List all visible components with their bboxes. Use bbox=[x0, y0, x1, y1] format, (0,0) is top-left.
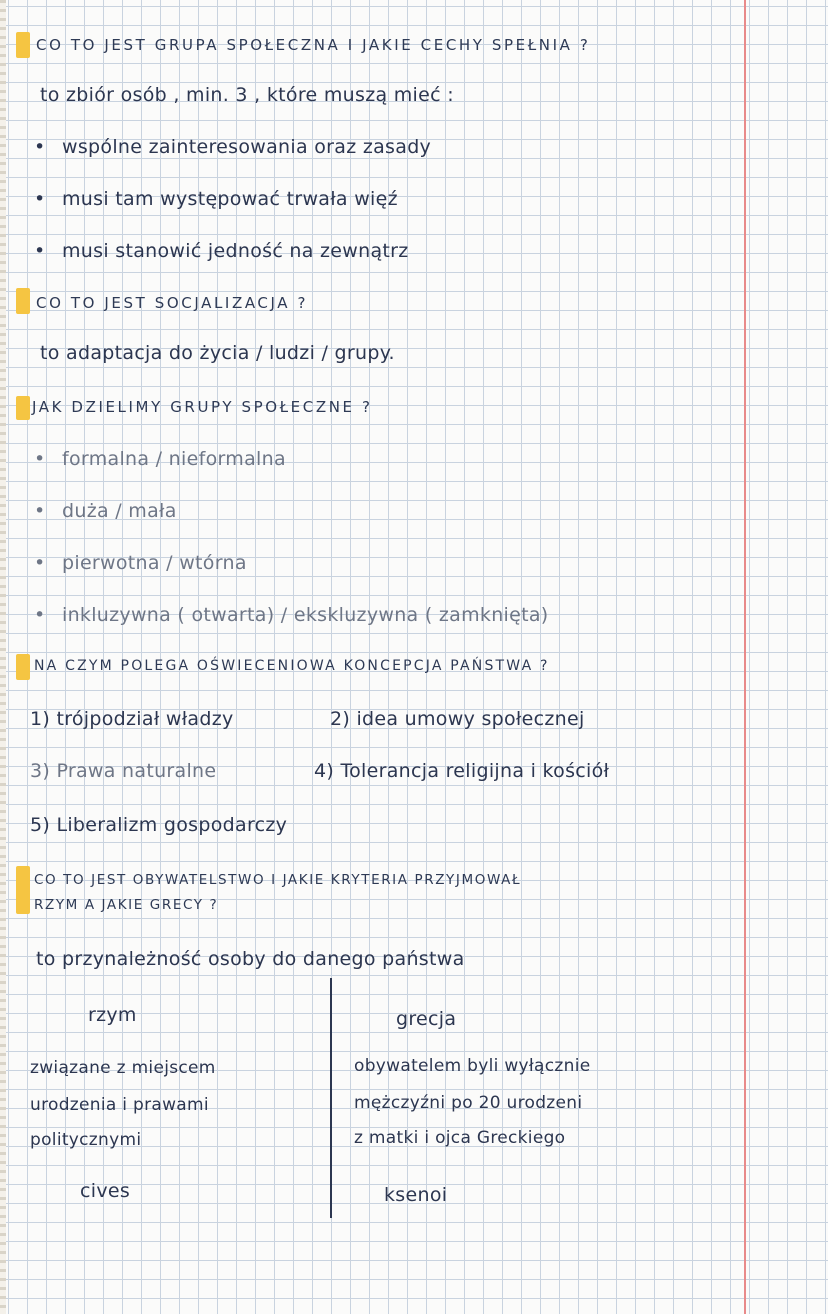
greece-term: ksenoi bbox=[384, 1184, 448, 1206]
bullet-icon: • bbox=[34, 552, 46, 574]
bullet-icon: • bbox=[34, 240, 46, 262]
list-item bbox=[34, 240, 409, 262]
bullet-icon: • bbox=[34, 448, 46, 470]
bullet-icon: • bbox=[34, 188, 46, 210]
concept-item: 3) Prawa naturalne bbox=[30, 760, 217, 782]
notebook-edge bbox=[0, 0, 6, 1314]
list-item bbox=[34, 552, 247, 574]
rome-term: cives bbox=[80, 1180, 131, 1202]
list-item-text: inkluzywna ( otwarta) / ekskluzywna ( zamknięta) bbox=[62, 604, 549, 626]
greece-line: mężczyźni po 20 urodzeni bbox=[354, 1093, 583, 1113]
list-item bbox=[34, 604, 549, 626]
heading-citizenship-cont: RZYM A JAKIE GRECY ? bbox=[34, 897, 219, 913]
answer-line: to adaptacja do życia / ludzi / grupy. bbox=[40, 342, 395, 364]
list-item-text: musi stanowić jedność na zewnątrz bbox=[62, 240, 409, 262]
greece-line: z matki i ojca Greckiego bbox=[354, 1128, 566, 1148]
highlight-mark bbox=[16, 866, 30, 914]
heading-division: JAK DZIELIMY GRUPY SPOŁECZNE ? bbox=[32, 398, 373, 416]
column-divider bbox=[330, 978, 332, 1218]
column-title-greece: grecja bbox=[396, 1008, 457, 1030]
concept-item: 4) Tolerancja religijna i kościół bbox=[314, 760, 610, 782]
list-item-text: pierwotna / wtórna bbox=[62, 552, 247, 574]
list-item bbox=[34, 500, 177, 522]
heading-socialization: CO TO JEST SOCJALIZACJA ? bbox=[36, 294, 309, 312]
highlight-mark bbox=[16, 288, 30, 314]
rome-line: związane z miejscem bbox=[30, 1058, 216, 1078]
greece-line: obywatelem byli wyłącznie bbox=[354, 1056, 591, 1076]
highlight-mark bbox=[16, 32, 30, 58]
list-item-text: wspólne zainteresowania oraz zasady bbox=[62, 136, 432, 158]
rome-line: politycznymi bbox=[30, 1130, 142, 1150]
concept-item: 5) Liberalizm gospodarczy bbox=[30, 814, 288, 836]
heading-group: CO TO JEST GRUPA SPOŁECZNA I JAKIE CECHY SPEŁNIA ? bbox=[36, 36, 591, 54]
rome-line: urodzenia i prawami bbox=[30, 1095, 209, 1115]
list-item-text: duża / mała bbox=[62, 500, 177, 522]
concept-item: 1) trójpodział władzy bbox=[30, 708, 234, 730]
bullet-icon: • bbox=[34, 604, 46, 626]
bullet-icon: • bbox=[34, 500, 46, 522]
margin-line bbox=[744, 0, 746, 1314]
highlight-mark bbox=[16, 396, 30, 420]
list-item bbox=[34, 448, 286, 470]
definition-line: to zbiór osób , min. 3 , które muszą mieć : bbox=[40, 84, 454, 106]
column-title-rome: rzym bbox=[88, 1004, 137, 1026]
highlight-mark bbox=[16, 654, 30, 680]
bullet-icon: • bbox=[34, 136, 46, 158]
heading-enlightenment: NA CZYM POLEGA OŚWIECENIOWA KONCEPCJA PAŃSTWA ? bbox=[34, 658, 550, 674]
citizenship-definition: to przynależność osoby do danego państwa bbox=[36, 948, 465, 970]
list-item bbox=[34, 188, 398, 210]
list-item-text: musi tam występować trwała więź bbox=[62, 188, 398, 210]
list-item bbox=[34, 136, 431, 158]
heading-citizenship: CO TO JEST OBYWATELSTWO I JAKIE KRYTERIA PRZYJMOWAŁ bbox=[34, 872, 522, 888]
concept-item: 2) idea umowy społecznej bbox=[330, 708, 585, 730]
list-item-text: formalna / nieformalna bbox=[62, 448, 286, 470]
